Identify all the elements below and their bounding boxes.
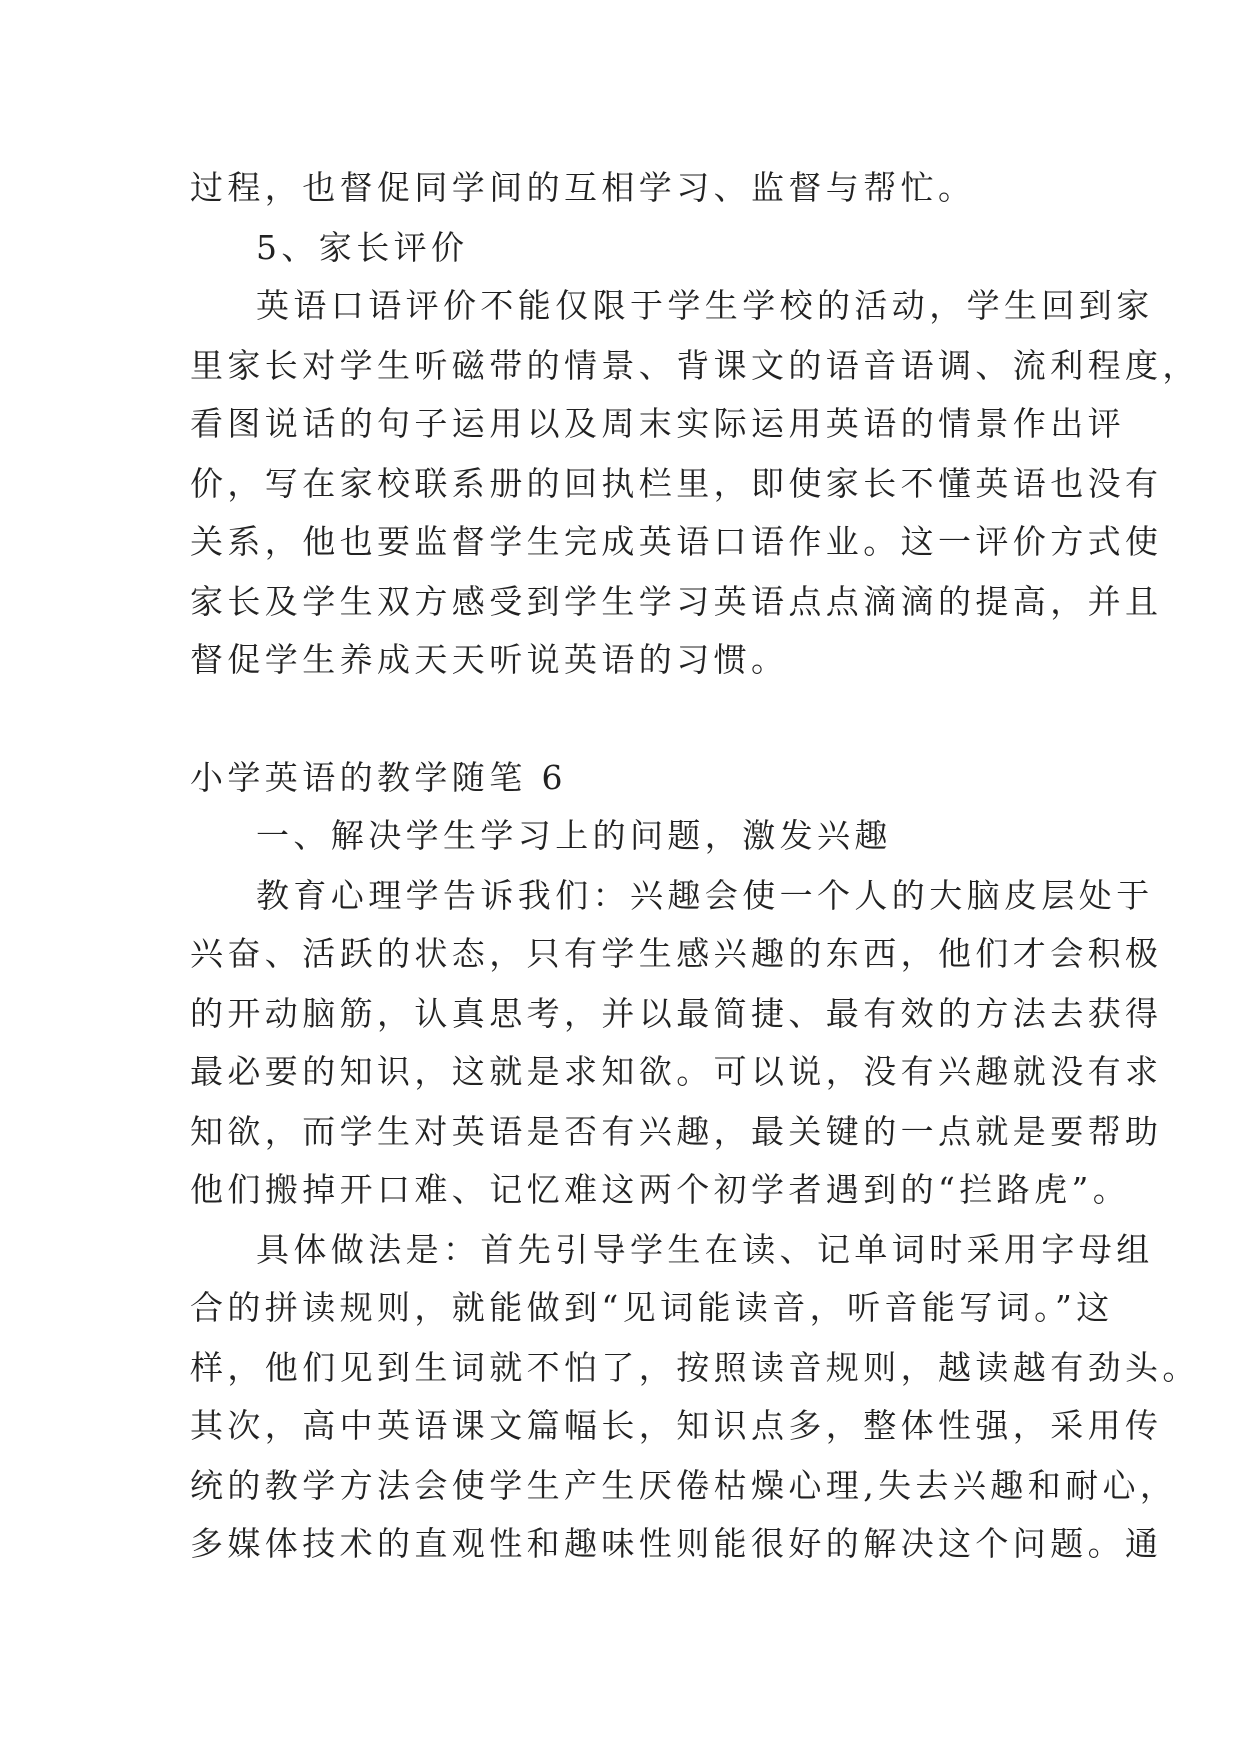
paragraph-line: 的开动脑筋，认真思考，并以最简捷、最有效的方法去获得 [190,994,1163,1033]
paragraph-line: 兴奋、活跃的状态，只有学生感兴趣的东西，他们才会积极 [190,934,1163,973]
article-title: 小学英语的教学随笔 6 [190,758,567,797]
paragraph-line: 具体做法是：首先引导学生在读、记单词时采用字母组 [256,1230,1154,1269]
paragraph-line: 过程，也督促同学间的互相学习、监督与帮忙。 [190,168,976,207]
paragraph-line: 价，写在家校联系册的回执栏里，即使家长不懂英语也没有 [190,464,1163,503]
paragraph-line: 他们搬掉开口难、记忆难这两个初学者遇到的“拦路虎”。 [190,1170,1131,1209]
paragraph-line: 其次，高中英语课文篇幅长，知识点多，整体性强，采用传 [190,1406,1163,1445]
paragraph-line: 看图说话的句子运用以及周末实际运用英语的情景作出评 [190,404,1125,443]
paragraph-line: 合的拼读规则，就能做到“见词能读音，听音能写词。”这 [190,1288,1114,1327]
paragraph-line: 督促学生养成天天听说英语的习惯。 [190,640,789,679]
paragraph-line: 关系，他也要监督学生完成英语口语作业。这一评价方式使 [190,522,1163,561]
paragraph-line: 多媒体技术的直观性和趣味性则能很好的解决这个问题。通 [190,1524,1163,1563]
paragraph-line: 统的教学方法会使学生产生厌倦枯燥心理,失去兴趣和耐心， [190,1466,1178,1505]
paragraph-line: 知欲，而学生对英语是否有兴趣，最关键的一点就是要帮助 [190,1112,1163,1151]
paragraph-line: 英语口语评价不能仅限于学生学校的活动，学生回到家 [256,286,1154,325]
paragraph-line: 样，他们见到生词就不怕了，按照读音规则，越读越有劲头。 [190,1348,1200,1387]
paragraph-line: 家长及学生双方感受到学生学习英语点点滴滴的提高，并且 [190,582,1163,621]
paragraph-line: 最必要的知识，这就是求知欲。可以说，没有兴趣就没有求 [190,1052,1163,1091]
paragraph-line: 里家长对学生听磁带的情景、背课文的语音语调、流利程度， [190,346,1200,385]
section-heading: 一、解决学生学习上的问题，激发兴趣 [256,816,892,855]
paragraph-line: 教育心理学告诉我们：兴趣会使一个人的大脑皮层处于 [256,876,1154,915]
section-heading: 5、家长评价 [256,228,469,267]
